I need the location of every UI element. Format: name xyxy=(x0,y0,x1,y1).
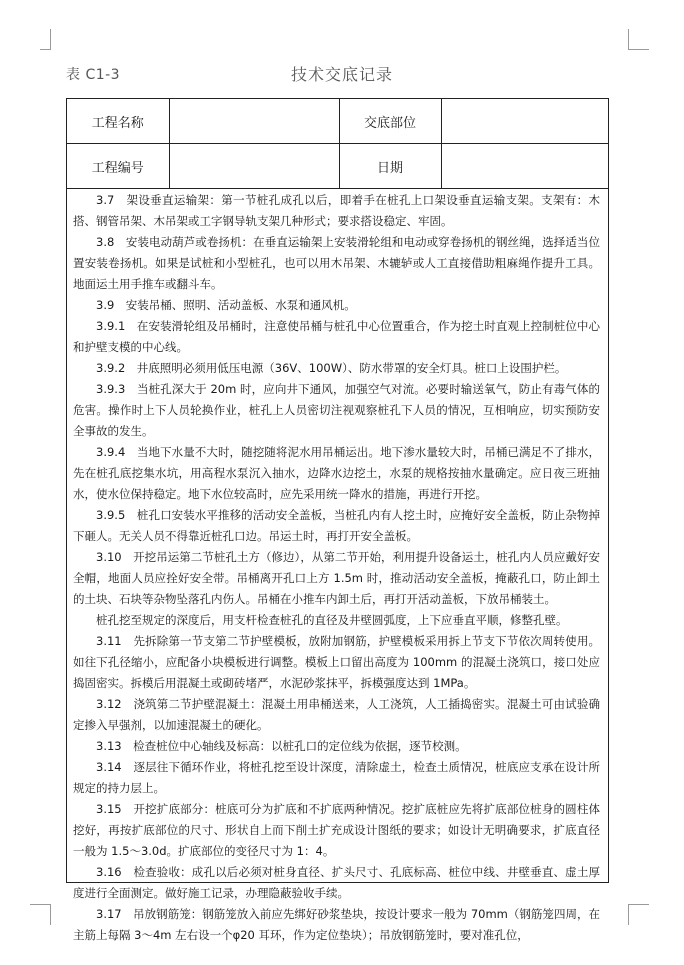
project-name-label: 工程名称 xyxy=(67,99,169,144)
table-row xyxy=(67,144,608,189)
paragraph-3-16: 3.16 检查验收：成孔以后必须对桩身直径、扩头尺寸、孔底标高、桩位中线、井壁垂直、虚土厚度进行全面测定。做好施工记录，办理隐蔽验收手续。 xyxy=(73,865,600,900)
table-row xyxy=(67,99,608,144)
document-title: 技术交底记录 xyxy=(290,65,393,84)
paragraph-3-10: 3.10 开挖吊运第二节桩孔土方（修边），从第二节开始，利用提升设备运土，桩孔内人员应戴好安全帽，地面人员应拴好安全带。吊桶离开孔口上方 1.5m 时，推动活动安全盖板，掩蔽孔口，防止卸土的土块、石块等杂物坠落孔内伤人。吊桶在小推车内卸土后，再打开活动盖板，下放吊桶装土。 xyxy=(73,550,600,606)
form-number: 表 C1-3 xyxy=(66,67,121,83)
paragraph-3-9-5: 3.9.5 桩孔口安装水平推移的活动安全盖板，当桩孔内有人挖土时，应掩好安全盖板，防止杂物掉下砸人。无关人员不得靠近桩孔口边。吊运土时，再打开安全盖板。 xyxy=(73,508,600,543)
paragraph-3-13: 3.13 检查桩位中心轴线及标高：以桩孔口的定位线为依据，逐节校测。 xyxy=(96,739,467,753)
crop-mark-top-right xyxy=(628,29,649,50)
paragraph-3-9-4: 3.9.4 当地下水量不大时，随挖随将泥水用吊桶运出。地下渗水量较大时，吊桶已满足不了排水，先在桩孔底挖集水坑，用高程水泵沉入抽水，边降水边挖土，水泵的规格按抽水量确定。应日夜三班抽水，使水位保持稳定。地下水位较高时，应先采用统一降水的措施，再进行开挖。 xyxy=(73,445,600,501)
handover-part-field[interactable] xyxy=(441,99,608,144)
paragraph-3-7: 3.7 架设垂直运输架：第一节桩孔成孔以后，即着手在桩孔上口架设垂直运输支架。支架有：木搭、钢管吊架、木吊架或工字钢导轨支架几种形式；要求搭设稳定、牢固。 xyxy=(73,193,600,228)
paragraph-hole-check: 桩孔挖至规定的深度后，用支杆检查桩孔的直径及井壁圆弧度，上下应垂直平顺，修整孔壁。 xyxy=(96,613,568,627)
header-table xyxy=(67,99,608,189)
paragraph-3-9: 3.9 安装吊桶、照明、活动盖板、水泵和通风机。 xyxy=(96,298,356,312)
paragraph-3-12: 3.12 浇筑第二节护壁混凝土：混凝土用串桶送来，人工浇筑，人工插捣密实。混凝土可由试验确定掺入早强剂，以加速混凝土的硬化。 xyxy=(73,697,600,732)
paragraph-3-15: 3.15 开挖扩底部分：桩底可分为扩底和不扩底两种情况。挖扩底桩应先将扩底部位桩身的圆柱体挖好，再按扩底部位的尺寸、形状自上而下削土扩充成设计图纸的要求；如设计无明确要求，扩底直径一般为 1.5～3.0d。扩底部位的变径尺寸为 1：4。 xyxy=(73,802,600,858)
paragraph-3-9-3: 3.9.3 当桩孔深大于 20m 时，应向井下通风，加强空气对流。必要时输送氧气，防止有毒气体的危害。操作时上下人员轮换作业，桩孔上人员密切注视观察桩孔下人员的情况，互相响应，切实预防安全事故的发生。 xyxy=(73,382,600,438)
project-number-label: 工程编号 xyxy=(67,144,169,189)
project-number-field[interactable] xyxy=(169,144,339,189)
paragraph-3-11: 3.11 先拆除第一节支第二节护壁模板，放附加钢筋，护壁模板采用拆上节支下节依次周转使用。如往下孔径缩小，应配备小块模板进行调整。模板上口留出高度为 100mm 的混凝土浇筑口，接口处应捣固密实。拆模后用混凝土或砌砖堵严，水泥砂浆抹平，拆模强度达到 1MPa。 xyxy=(73,634,600,690)
crop-mark-top-left xyxy=(40,29,51,50)
paragraph-3-8: 3.8 安装电动葫芦或卷扬机：在垂直运输架上安装滑轮组和电动或穿卷扬机的钢丝绳，选择适当位置安装卷扬机。如果是试桩和小型桩孔，也可以用木吊架、木辘轳或人工直接借助粗麻绳作提升工具。地面运土用手推车或翻斗车。 xyxy=(73,235,600,291)
project-name-field[interactable] xyxy=(169,99,339,144)
record-frame xyxy=(66,98,609,942)
crop-mark-bottom-right xyxy=(628,904,649,925)
crop-mark-bottom-left xyxy=(30,904,51,925)
date-label: 日期 xyxy=(339,144,441,189)
paragraph-3-17: 3.17 吊放钢筋笼：钢筋笼放入前应先绑好砂浆垫块，按设计要求一般为 70mm（钢筋笼四周，在主筋上每隔 3～4m 左右设一个φ20 耳环，作为定位垫块）；吊放钢筋笼时，要对准孔位， xyxy=(73,907,600,942)
paragraph-3-9-2: 3.9.2 井底照明必须用低压电源（36V、100W）、防水带罩的安全灯具。桩口上设围护栏。 xyxy=(96,361,567,375)
date-field[interactable] xyxy=(441,144,608,189)
content-body xyxy=(67,189,608,946)
handover-part-label: 交底部位 xyxy=(339,99,441,144)
paragraph-3-9-1: 3.9.1 在安装滑轮组及吊桶时，注意使吊桶与桩孔中心位置重合，作为挖土时直观上控制桩位中心和护壁支模的中心线。 xyxy=(73,319,600,354)
paragraph-3-14: 3.14 逐层往下循环作业，将桩孔挖至设计深度，清除虚土，检查土质情况，桩底应支承在设计所规定的持力层上。 xyxy=(73,760,600,795)
